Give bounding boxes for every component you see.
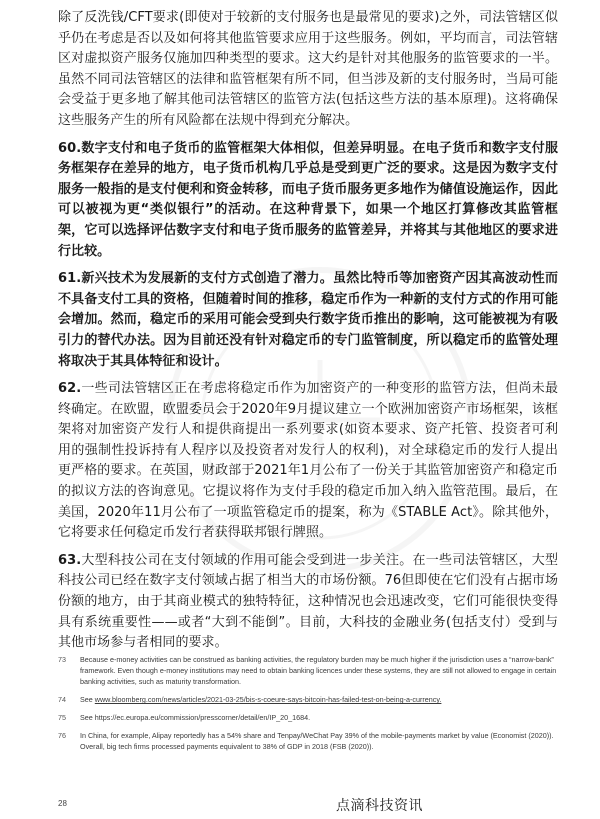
- footnote-number: 74: [58, 695, 66, 704]
- footnote-text: See https://ec.europa.eu/commission/presscorner/detail/en/IP_20_1684.: [80, 713, 311, 722]
- watermark-brand: 点滴科技资讯: [336, 798, 423, 814]
- paragraph-62: 62.一些司法管辖区正在考虑将稳定币作为加密资产的一种变形的监管方法，但尚未最终确定。在欧盟，欧盟委员会于2020年9月提议建立一个欧洲加密资产市场框架，该框架将对加密资产发行人和提供商提出一系列要求(如资本要求、资产托管、投资者可利用的强制性投诉持有人程序以及投资者对发行人的权利)，对全球稳定币的发行人提出更严格的要求。在英国，财政部于2021年1月公布了一份关于其监管加密资产和稳定币的拟议方法的咨询意见。它提议将作为支付手段的稳定币加入纳入监管范围。最后，在美国，2020年11月公布了一项监管稳定币的提案，称为《STABLE Act》。除其他外，它将要求任何稳定币发行者获得联邦银行牌照。: [58, 381, 558, 541]
- footnote-number: 75: [58, 713, 66, 722]
- footnotes: [58, 654, 558, 759]
- paragraph-60: 60.数字支付和电子货币的监管框架大体相似，但差异明显。在电子货币和数字支付服务框架存在差异的地方，电子货币机构几乎总是受到更广泛的要求。这是因为数字支付服务一般指的是支付便利和资金转移，而电子货币服务更多地作为储值设施运作，因此可以被视为更“类似银行”的活动。在这种背景下，如果一个地区打算修改其监管框架，它可以选择评估数字支付和电子货币服务的监管差异，并将其与其他地区的要求进行比较。: [58, 140, 558, 259]
- footnote-link[interactable]: www.bloomberg.com/news/articles/2021-03-25/bis-s-coeure-says-bitcoin-has-failed-test-on-being-a-currency.: [94, 695, 442, 704]
- footnote-text: Because e-money activities can be construed as banking activities, the regulatory burden may be much higher if the jurisdiction uses a “narrow-bank” framework. Even though e-money institutions may need to obtain banking licences under these systems, they are still not allowed to engage in certain banking activities, such as maturity transformation.: [80, 655, 557, 686]
- paragraph-61: 61.新兴技术为发展新的支付方式创造了潜力。虽然比特币等加密资产因其高波动性而不具备支付工具的资格，但随着时间的推移，稳定币作为一种新的支付方式的作用可能会增加。然而，稳定币的采用可能会受到央行数字货币推出的影响，这可能被视为有吸引力的替代办法。因为目前还没有针对稳定币的专门监管制度，所以稳定币的监管处理将取决于其具体特征和设计。: [58, 271, 558, 369]
- page-number: 28: [58, 799, 67, 808]
- paragraph-63: 63.大型科技公司在支付领域的作用可能会受到进一步关注。在一些司法管辖区，大型科技公司已经在数字支付领域占据了相当大的市场份额。76但即使在它们没有占据市场份额的地方，由于其商业模式的独特特征，这种情况也会迅速改变，它们可能很快变得具有系统重要性——或者“大到不能倒”。目前，大科技的金融业务(包括支付）受到与其他市场参与者相同的要求。: [58, 552, 558, 651]
- footnote-number: 76: [58, 731, 66, 740]
- body-text: [58, 8, 558, 661]
- footnote-prefix: See: [80, 695, 95, 704]
- footnote-text: In China, for example, Alipay reportedly has a 54% share and Tenpay/WeChat Pay 39% of the mobile-payments market by value (Economist (2020)). Overall, big tech firms processed payments equivalent to 38% of GDP in 2018 (FSB (2020)).: [80, 731, 554, 751]
- footnote-75: [58, 712, 558, 723]
- footnote-number: 73: [58, 655, 66, 664]
- footnote-76: [58, 730, 558, 752]
- paragraph-intro: 除了反洗钱/CFT要求(即使对于较新的支付服务也是最常见的要求)之外，司法管辖区似乎仍在考虑是否以及如何将其他监管要求应用于这些服务。例如，平均而言，司法管辖区对虚拟资产服务仅施加四种类型的要求。这大约是针对其他服务的监管要求的一半。虽然不同司法管辖区的法律和监管框架有所不同，但当涉及新的支付服务时，当局可能会受益于更多地了解其他司法管辖区的监管方法(包括这些方法的基本原理)。这将确保这些服务产生的所有风险都在法规中得到充分解决。: [58, 10, 558, 128]
- footnote-73: [58, 654, 558, 687]
- footnote-74: [58, 694, 558, 705]
